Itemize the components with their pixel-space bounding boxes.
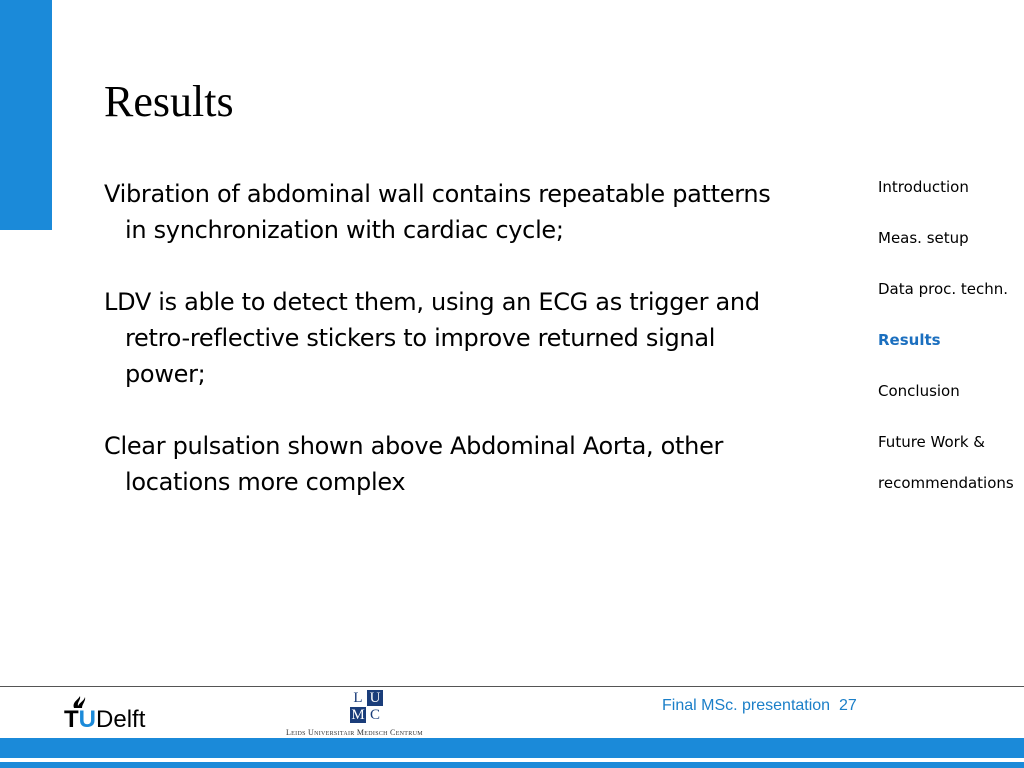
bottom-accent-bar (0, 738, 1024, 758)
lumc-letter-u: U (367, 690, 383, 706)
nav-item-introduction[interactable]: Introduction (878, 178, 969, 196)
bullet-1: Vibration of abdominal wall contains repeatable patterns in synchronization with cardiac cycle; (104, 180, 771, 244)
lumc-letter-c: C (369, 707, 380, 723)
nav-item-conclusion[interactable]: Conclusion (878, 382, 960, 400)
footer-label (662, 697, 857, 715)
tu-t: T (64, 706, 79, 733)
nav-item-meas-setup[interactable]: Meas. setup (878, 229, 969, 247)
bottom-accent-strip (0, 762, 1024, 768)
nav-item-data-proc[interactable]: Data proc. techn. (878, 280, 1009, 298)
bullet-2: LDV is able to detect them, using an ECG as trigger and retro-reflective stickers to improve returned signal power; (104, 288, 760, 388)
presentation-name: Final MSc. presentation (662, 697, 831, 714)
accent-bar (0, 0, 52, 230)
tudelft-logo (64, 706, 145, 734)
bullet-3: Clear pulsation shown above Abdominal Aorta, other locations more complex (104, 432, 724, 496)
slide-body (104, 176, 784, 536)
footer-divider (0, 686, 1024, 687)
nav-item-recommendations[interactable]: recommendations (878, 474, 1014, 492)
nav-item-results[interactable]: Results (878, 331, 941, 349)
lumc-letter-m: M (351, 707, 365, 723)
slide-title: Results (104, 77, 234, 126)
section-nav (878, 175, 1014, 522)
tu-u: U (78, 706, 97, 733)
lumc-caption: Leids Universitair Medisch Centrum (286, 728, 423, 737)
lumc-logo (350, 690, 384, 724)
lumc-letter-l: L (353, 690, 363, 706)
tudelft-label: Delft (96, 706, 146, 733)
page-number: 27 (838, 697, 857, 714)
nav-item-future-work[interactable]: Future Work & (878, 433, 985, 451)
